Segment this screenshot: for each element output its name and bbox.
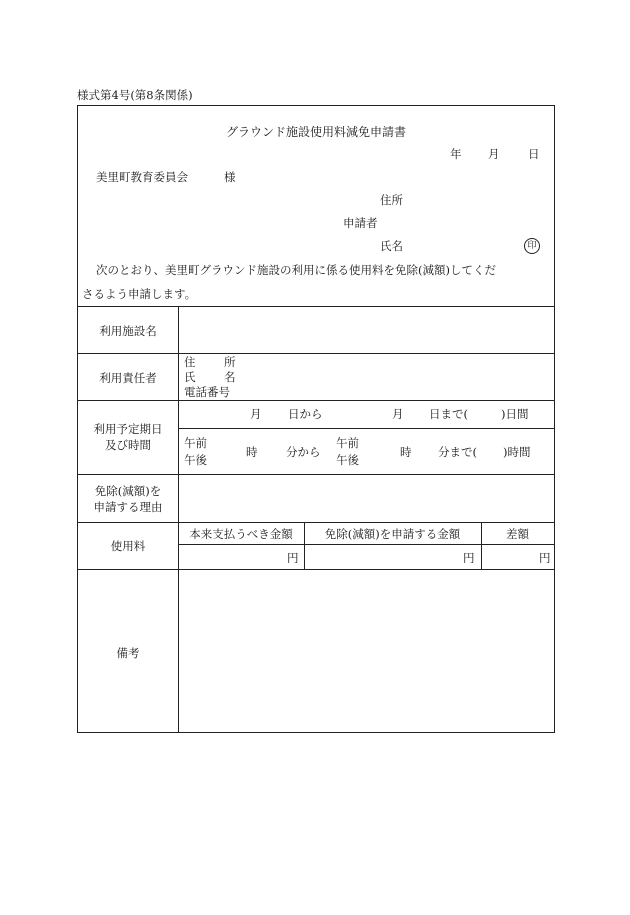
responsible-name-label-1: 氏 (184, 370, 196, 384)
date-year: 年 (450, 147, 462, 161)
reason-label-line2: 申請する理由 (93, 500, 163, 514)
reason-field[interactable] (179, 475, 553, 521)
seal-mark (524, 237, 540, 254)
fee-yen-exempt: 円 (463, 551, 475, 565)
fee-yen-original: 円 (287, 551, 299, 565)
responsible-phone-label: 電話番号 (184, 385, 230, 399)
seal-icon: 印 (524, 238, 540, 254)
schedule-days: )日間 (501, 407, 529, 421)
date-day: 日 (528, 147, 540, 161)
schedule-hour-2: 時 (400, 445, 412, 459)
fee-col-original: 本来支払うべき金額 (189, 527, 293, 541)
schedule-day-from: 日から (288, 407, 323, 421)
schedule-day-to: 日まで( (429, 407, 468, 421)
remarks-field[interactable] (179, 570, 553, 731)
applicant-name-label: 氏名 (380, 239, 403, 253)
fee-yen-difference: 円 (539, 551, 551, 565)
schedule-month-2: 月 (392, 407, 404, 421)
schedule-month-1: 月 (250, 407, 262, 421)
responsible-address-label-2: 所 (224, 355, 236, 369)
reason-label-line1: 免除(減額)を (94, 484, 162, 498)
schedule-am-1: 午前 (184, 436, 207, 450)
responsible-name-label-2: 名 (224, 370, 236, 384)
addressee: 美里町教育委員会 (96, 170, 188, 184)
facility-name-field[interactable] (179, 307, 553, 352)
fee-label: 使用料 (110, 539, 146, 553)
responsible-person-label: 利用責任者 (99, 371, 157, 385)
responsible-fields[interactable] (248, 354, 548, 398)
schedule-label-line1: 利用予定期日 (93, 422, 163, 436)
schedule-hours: )時間 (503, 445, 531, 459)
schedule-am-2: 午前 (336, 436, 359, 450)
schedule-minute-to: 分まで( (438, 445, 477, 459)
schedule-pm-1: 午後 (184, 453, 207, 467)
applicant-address-label: 住所 (380, 193, 403, 207)
date-month: 月 (488, 147, 500, 161)
fee-col-difference: 差額 (506, 527, 529, 541)
body-text-line2: さるよう申請します。 (82, 287, 197, 301)
form-number: 様式第4号(第8条関係) (77, 88, 193, 102)
schedule-pm-2: 午後 (336, 453, 359, 467)
form-title: グラウンド施設使用料減免申請書 (225, 125, 406, 139)
remarks-label: 備考 (116, 646, 140, 660)
schedule-hour-1: 時 (246, 445, 258, 459)
schedule-minute-from: 分から (286, 445, 321, 459)
applicant-label: 申請者 (343, 216, 378, 230)
addressee-honorific: 様 (224, 170, 236, 184)
schedule-label-line2: 及び時間 (105, 438, 151, 452)
body-text-line1: 次のとおり、美里町グラウンド施設の利用に係る使用料を免除(減額)してくだ (96, 263, 496, 277)
application-form (77, 105, 555, 733)
facility-name-label: 利用施設名 (99, 324, 157, 338)
fee-col-exempt: 免除(減額)を申請する金額 (324, 527, 461, 541)
responsible-address-label-1: 住 (184, 355, 196, 369)
